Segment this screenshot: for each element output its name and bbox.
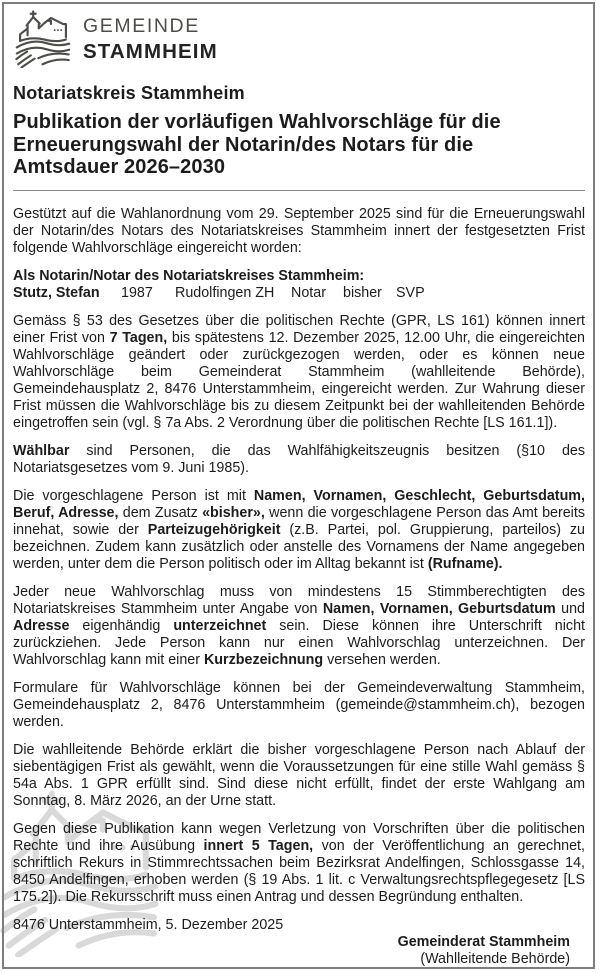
paragraph-waehlbarkeit: Wählbar sind Personen, die das Wahlfähigkeitszeugnis besitzen (§10 des Notariatsgesetzes vom 9. Juni 1985). [13,442,585,476]
candidate-incumbency: bisher [343,284,382,301]
candidate-section [13,268,585,302]
signature-name: Gemeinderat Stammheim [397,933,570,950]
paragraph-bezeichnung-person: Die vorgeschlagene Person ist mit Namen, Vornamen, Geschlecht, Geburtsdatum, Beruf, Adresse, dem Zusatz «bisher», wenn die vorgeschlagene Person das Amt bereits innehat, sowie der Parteizugehörigkeit (z.B. Partei, pol. Gruppierung, parteilos) zu bezeichnen. Zudem kann zusätzlich oder anstelle des Vornamens der Name angegeben werden, unter dem die Person politisch oder im Alltag bekannt ist (Rufname). [13,487,585,572]
village-fields-icon [13,10,73,68]
signature-role: (Wahlleitende Behörde) [420,950,570,967]
gemeinde-stammheim-logo [13,10,585,68]
kicker-notariatskreis: Notariatskreis Stammheim [13,83,245,103]
page-title-line-3: Amtsdauer 2026–2030 [13,156,226,178]
candidate-birth-year: 1987 [121,284,153,301]
dateline: 8476 Unterstammheim, 5. Dezember 2025 [13,916,284,933]
paragraph-formulare: Formulare für Wahlvorschläge können bei der Gemeindeverwaltung Stammheim, Gemeindehausplatz 2, 8476 Unterstammheim (gemeinde@stammheim.ch), bezogen werden. [13,679,585,730]
page-title-line-2: Erneuerungswahl der Notarin/des Notars für die [13,133,474,156]
paragraph-rekurs: Gegen diese Publikation kann wegen Verletzung von Vorschriften über die politischen Rechte und ihre Ausübung innert 5 Tagen, von der Veröffentlichung an gerechnet, schriftlich Rekurs in Stimmrechtssachen beim Bezirksrat Andelfingen, Schlossgasse 14, 8450 Andelfingen, erhoben werden (§ 19 Abs. 1 lit. c Verwaltungsrechtspflegegesetz [LS 175.2]). Die Rekursschrift muss einen Antrag und dessen Begründung enthalten. [13,820,586,905]
candidate-name: Stutz, Stefan [13,284,100,301]
signature-block [13,934,585,968]
title-divider [13,190,585,191]
candidate-profession: Notar [291,284,326,301]
paragraph-frist-aenderung: Gemäss § 53 des Gesetzes über die politischen Rechte (GPR, LS 161) können innert einer Frist von 7 Tagen, bis spätestens 12. Dezember 2025, 12.00 Uhr, die eingereichten Wahlvorschläge geändert oder zurückgezogen werden, oder es können neue Wahlvorschläge beim Gemeinderat Stammheim (wahlleitende Behörde), Gemeindehausplatz 2, 8476 Unterstammheim, eingereicht werden. Zur Wahrung dieser Frist müssen die Wahlvorschläge bis zu diesem Zeitpunkt bei der wahlleitenden Behörde eingetroffen sein (vgl. § 7a Abs. 2 Verordnung über die politischen Rechte [LS 161.1]). [13,312,586,431]
logo-word-gemeinde: GEMEINDE [83,15,200,37]
publication-body [13,206,585,968]
candidate-place: Rudolfingen ZH [175,284,275,301]
paragraph-stille-wahl: Die wahlleitende Behörde erklärt die bisher vorgeschlagene Person nach Ablauf der siebentägigen Frist als gewählt, wenn die Voraussetzungen für eine stille Wahl gemäss § 54a Abs. 1 GPR erfüllt sind. Sind diese nicht erfüllt, findet der erste Wahlgang am Sonntag, 8. März 2026, an der Urne statt. [13,741,585,809]
candidate-heading: Als Notarin/Notar des Notariatskreises Stammheim: [13,267,365,284]
paragraph-intro: Gestützt auf die Wahlanordnung vom 29. September 2025 sind für die Erneuerungswahl der Notarin/des Notars des Notariatskreises Stammheim innert der festgesetzten Frist folgende Wahlvorschläge eingereicht worden: [13,205,585,256]
logo-wordmark [83,13,218,65]
paragraph-unterzeichnung: Jeder neue Wahlvorschlag muss von mindestens 15 Stimmberechtigten des Notariatskreises Stammheim unter Angabe von Namen, Vornamen, Geburtsdatum und Adresse eigenhändig unterzeichnet sein. Diese können ihre Unterschrift nicht zurückziehen. Jede Person kann nur einen Wahlvorschlag unterzeichnen. Der Wahlvorschlag kann mit einer Kurzbezeichnung versehen werden. [13,583,586,668]
page-title [13,111,585,179]
candidate-row [13,285,585,302]
page-title-line-1: Publikation der vorläufigen Wahlvorschläge für die [13,111,501,133]
logo-word-stammheim: STAMMHEIM [83,40,218,63]
candidate-party: SVP [396,284,425,301]
